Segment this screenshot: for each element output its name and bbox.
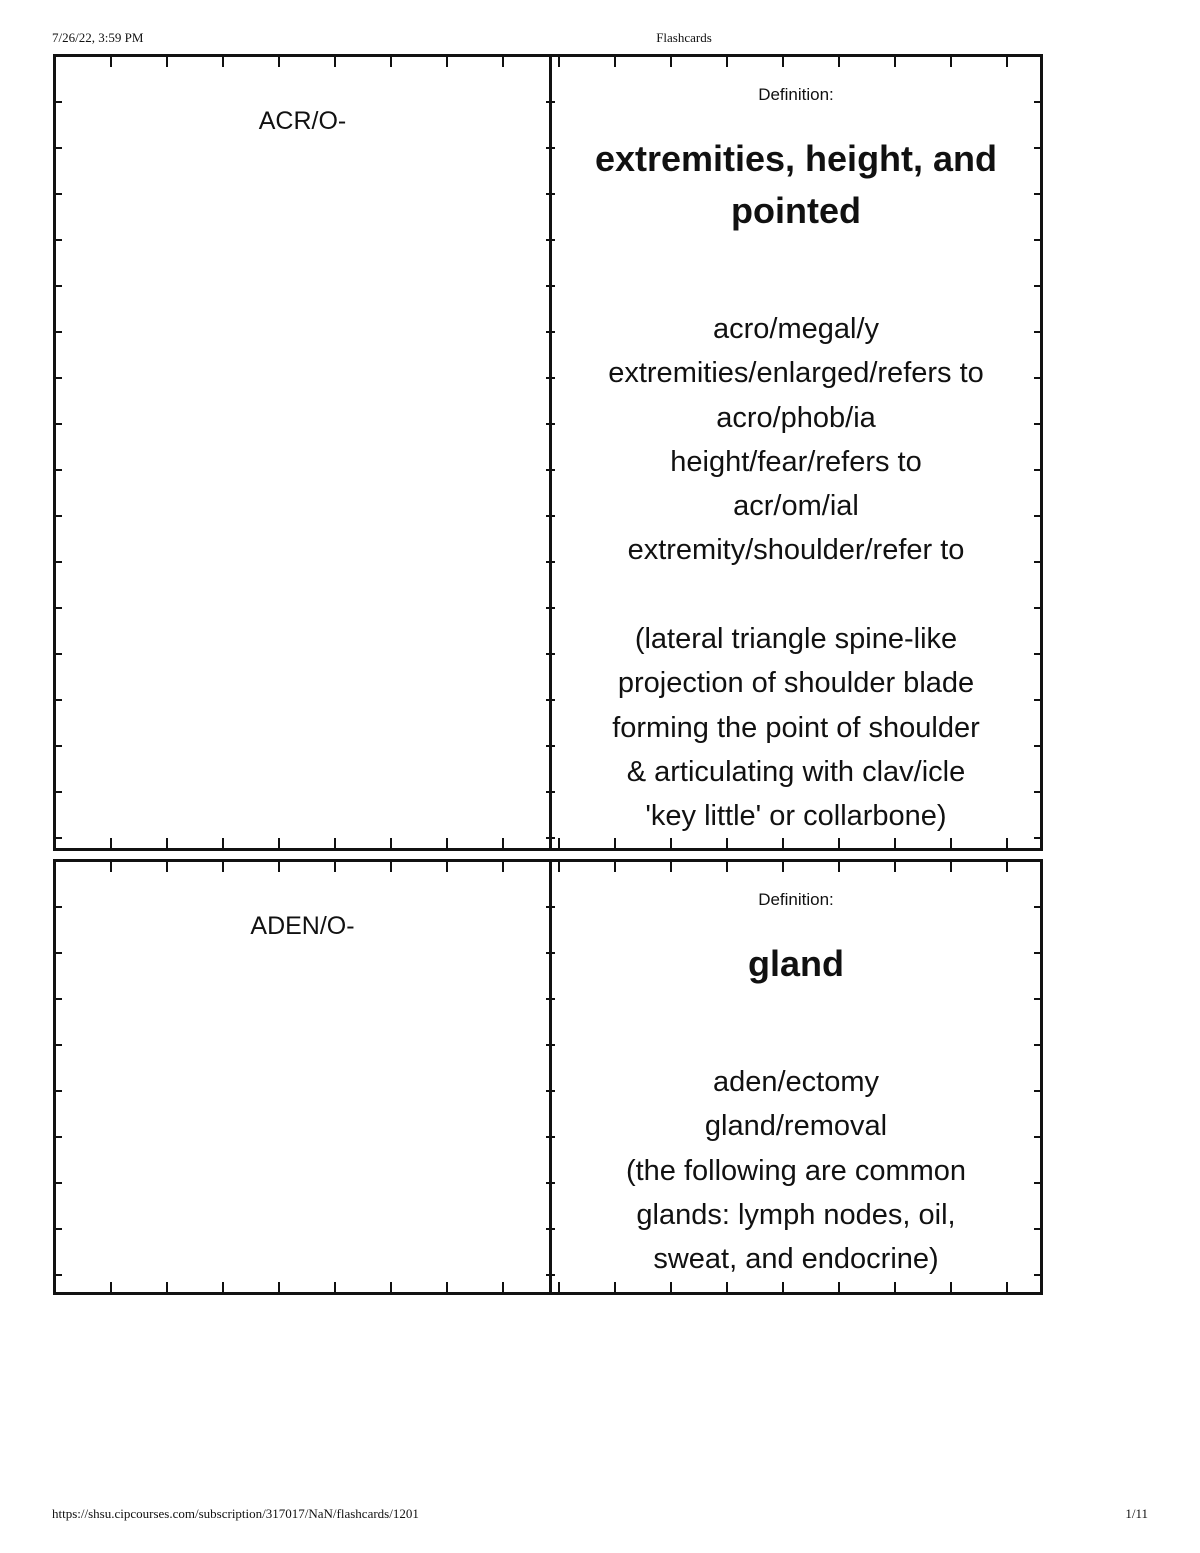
flashcard (53, 54, 1043, 851)
definition-text: gland (748, 943, 844, 984)
card-term: ACR/O- (258, 107, 347, 135)
card-edge-ticks (56, 57, 62, 848)
detail-spacer (556, 573, 1036, 617)
print-timestamp: 7/26/22, 3:59 PM (52, 30, 144, 45)
card-definition-side (552, 57, 1040, 848)
card-definition-side (552, 862, 1040, 1292)
page-number: 1/11 (1125, 1506, 1148, 1521)
definition-details (556, 1060, 1036, 1281)
detail-line: extremities/enlarged/refers to (608, 357, 984, 390)
detail-line: acro/megal/y (712, 313, 879, 345)
print-header (0, 30, 1200, 50)
flashcard (53, 859, 1043, 1295)
detail-line: height/fear/refers to (670, 445, 922, 478)
print-footer (0, 1506, 1200, 1526)
card-term: ADEN/O- (250, 912, 355, 940)
detail-line: aden/ectomy (712, 1066, 880, 1098)
detail-line: projection of shoulder blade (617, 667, 975, 700)
detail-line: (the following are common (625, 1154, 967, 1187)
detail-line: & articulating with clav/icle (626, 755, 966, 788)
definition-label: Definition: (758, 85, 834, 104)
detail-line: acro/phob/ia (716, 401, 876, 434)
page-url: https://shsu.cipcourses.com/subscription/317017/NaN/flashcards/1201 (52, 1506, 419, 1521)
detail-line: forming the point of shoulder (612, 711, 980, 744)
print-title: Flashcards (656, 30, 712, 45)
detail-line: extremity/shoulder/refer to (627, 534, 965, 567)
detail-line: sweat, and endocrine) (653, 1243, 939, 1276)
detail-line: (lateral triangle spine-like (634, 623, 958, 656)
definition-text: extremities, height, and pointed (594, 138, 998, 231)
detail-line: gland/removal (704, 1110, 888, 1143)
detail-line: 'key little' or collarbone) (645, 800, 947, 833)
definition-details (556, 307, 1036, 839)
definition-label: Definition: (758, 890, 834, 909)
detail-line: acr/om/ial (733, 490, 859, 523)
detail-line: glands: lymph nodes, oil, (636, 1198, 956, 1231)
